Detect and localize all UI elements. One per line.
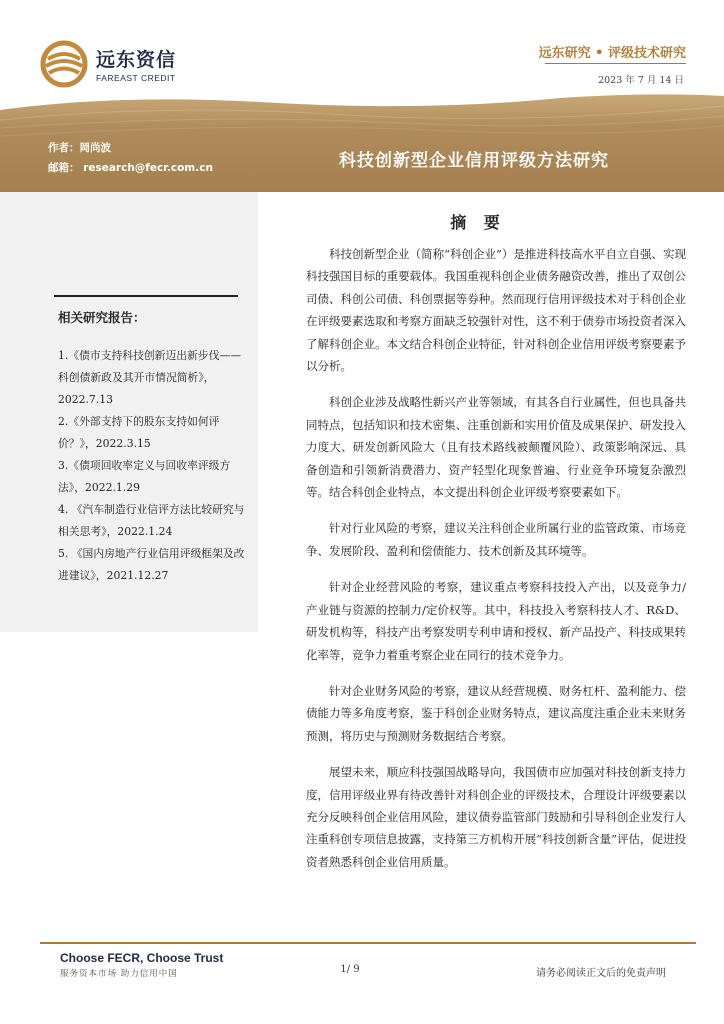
- report-series: 远东研究 • 评级技术研究: [538, 46, 686, 61]
- related-report-item[interactable]: 2.《外部支持下的股东支持如何评价？》，2022.3.15: [58, 415, 220, 450]
- abstract-paragraph: 科技创新型企业（简称“科创企业”）是推进科技高水平自立自强、实现科技强国目标的重要载体。我国重视科创企业债务融资改善，推出了双创公司债、科创公司债、科创票据等券种。然而现行信用评级技术对于科创企业在评级要素选取和考察方面缺乏较强针对性，这不利于债券市场投资者深入了解科创企业。本文结合科创企业特征，针对科创企业信用评级考察要素予以分析。: [306, 247, 686, 374]
- page-number: 1/ 9: [340, 964, 360, 975]
- footer-slogan: Choose FECR, Choose Trust: [60, 951, 224, 965]
- footer-divider: [40, 942, 696, 944]
- abstract-paragraph: 针对企业经营风险的考察，建议重点考察科技投入产出，以及竞争力/产业链与资源的控制力/定价权等。其中，科技投入考察科技人才、R&D、研发机构等，科技产出考察发明专利申请和授权、新产品投产、科技成果转化率等，竞争力着重考察企业在同行的技术竞争力。: [306, 580, 686, 662]
- related-report-item[interactable]: 3.《债项回收率定义与回收率评级方法》，2022.1.29: [58, 459, 231, 494]
- related-report-item[interactable]: 1.《债市支持科技创新迈出新步伐——科创债新政及其开市情况简析》，2022.7.13: [58, 349, 242, 406]
- abstract-body: [306, 243, 686, 887]
- header-divider: [545, 63, 686, 64]
- related-report-item[interactable]: 5. 《国内房地产行业信用评级框架及改进建议》，2021.12.27: [58, 547, 245, 582]
- disclaimer-note[interactable]: 请务必阅读正文后的免责声明: [536, 968, 666, 979]
- abstract-paragraph: 科创企业涉及战略性新兴产业等领域，有其各自行业属性，但也具备共同特点，包括知识和技术密集、注重创新和实用价值及成果保护、研发投入力度大、研发创新风险大（且有技术路线被颠覆风险）、政策影响深远、具备创造和引领新消费潜力、资产轻型化现象普遍、行业竞争环境复杂激烈等。结合科创企业特点，本文提出科创企业评级考察要素如下。: [306, 395, 686, 500]
- abstract-paragraph: 展望未来，顺应科技强国战略导向，我国债市应加强对科技创新支持力度，信用评级业界有待改善针对科创企业的评级技术，合理设计评级要素以充分反映科创企业信用风险，建议债券监管部门鼓励和引导科创企业发行人注重科创专项信息披露，支持第三方机构开展“科技创新含量”评估，促进投资者熟悉科创企业信用质量。: [306, 765, 686, 869]
- abstract-heading: 摘 要: [450, 213, 506, 232]
- author-line: 作者：岡尚波: [48, 142, 111, 154]
- brand-name-cn: 远东资信: [96, 49, 177, 71]
- related-reports-heading: 相关研究报告：: [58, 310, 146, 325]
- related-reports-list: [58, 345, 248, 587]
- brand-logo: [40, 40, 176, 88]
- brand-name-en: FAREAST CREDIT: [96, 73, 176, 83]
- fareast-logo-icon: [40, 40, 88, 88]
- footer-subslogan: 服务资本市场 助力信用中国: [60, 969, 178, 979]
- report-title: 科技创新型企业信用评级方法研究: [339, 151, 609, 171]
- email-link[interactable]: 邮箱： research@fecr.com.cn: [48, 162, 213, 174]
- abstract-paragraph: 针对行业风险的考察，建议关注科创企业所属行业的监管政策、市场竞争、发展阶段、盈利和偿债能力、技术创新及其环境等。: [306, 521, 686, 558]
- sidebar-divider: [54, 295, 238, 297]
- related-report-item[interactable]: 4. 《汽车制造行业信评方法比较研究与相关思考》，2022.1.24: [58, 503, 245, 538]
- report-date: 2023 年 7 月 14 日: [598, 75, 684, 86]
- abstract-paragraph: 针对企业财务风险的考察，建议从经营规模、财务杠杆、盈利能力、偿债能力等多角度考察，鉴于科创企业财务特点，建议高度注重企业未来财务预测，将历史与预测财务数据结合考察。: [306, 683, 686, 743]
